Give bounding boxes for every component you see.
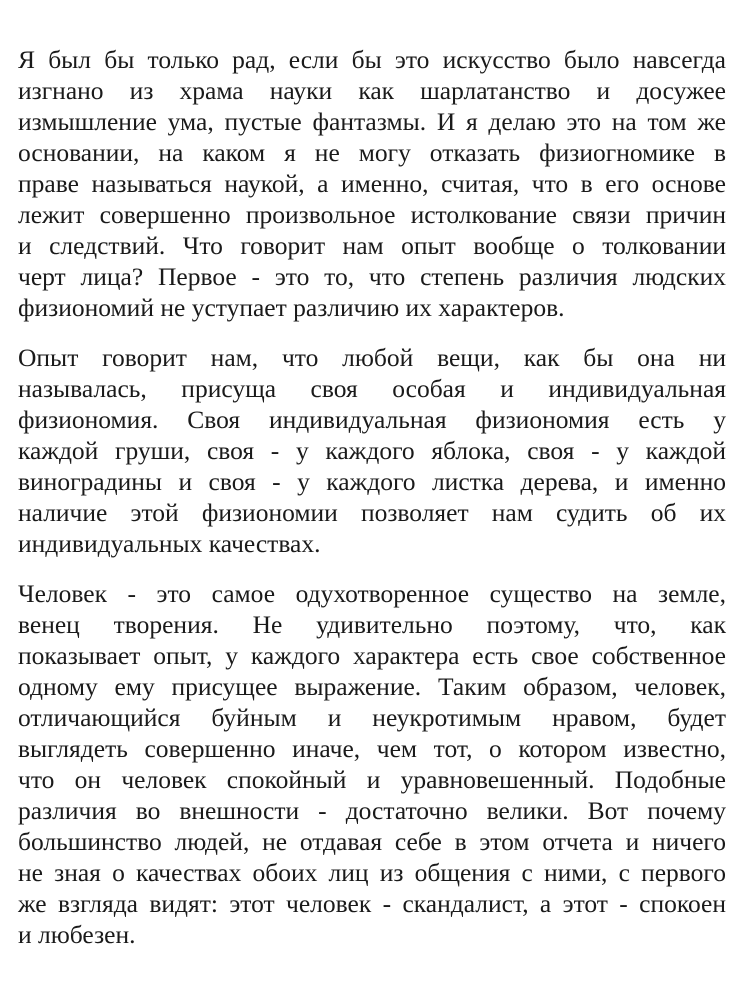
text-line: показывает опыт, у каждого характера есть свое собственное [18,641,726,670]
text-line: одному ему присущее выражение. Таким образом, человек, [18,672,726,701]
text-line: Человек - это самое одухотворенное существо на земле, [18,579,726,608]
paragraph-3 [18,578,726,950]
text-line: не зная о качествах обоих лиц из общения с ними, с первого [18,858,726,887]
text-line: виноградины и своя - у каждого листка дерева, и именно [18,467,726,496]
text-line: же взгляда видят: этот человек - скандалист, а этот - спокоен [18,889,726,918]
text-line: индивидуальных качествах. [18,529,321,558]
text-line: и любезен. [18,920,136,949]
text-line: лежит совершенно произвольное истолкование связи причин [18,200,726,229]
paragraph-1 [18,44,726,323]
text-line: и следствий. Что говорит нам опыт вообще о толковании [18,231,726,260]
text-line: измышление ума, пустые фантазмы. И я делаю это на том же [18,107,726,136]
document-page [18,44,726,969]
text-line: физиономий не уступает различию их характеров. [18,293,565,322]
text-line: Опыт говорит нам, что любой вещи, как бы она ни [18,343,726,372]
text-line: что он человек спокойный и уравновешенный. Подобные [18,765,726,794]
text-line: выглядеть совершенно иначе, чем тот, о котором известно, [18,734,726,763]
text-line: большинство людей, не отдавая себе в этом отчета и ничего [18,827,726,856]
text-line: наличие этой физиономии позволяет нам судить об их [18,498,726,527]
text-line: называлась, присуща своя особая и индивидуальная [18,374,726,403]
text-line: отличающийся буйным и неукротимым нравом, будет [18,703,726,732]
text-line: Я был бы только рад, если бы это искусство было навсегда [18,45,726,74]
text-line: различия во внешности - достаточно велики. Вот почему [18,796,726,825]
text-line: праве называться наукой, а именно, считая, что в его основе [18,169,726,198]
text-line: каждой груши, своя - у каждого яблока, своя - у каждой [18,436,726,465]
paragraph-2 [18,342,726,559]
text-line: венец творения. Не удивительно поэтому, что, как [18,610,726,639]
text-line: основании, на каком я не могу отказать физиогномике в [18,138,726,167]
text-line: физиономия. Своя индивидуальная физиономия есть у [18,405,726,434]
text-line: черт лица? Первое - это то, что степень различия людских [18,262,726,291]
text-line: изгнано из храма науки как шарлатанство и досужее [18,76,726,105]
